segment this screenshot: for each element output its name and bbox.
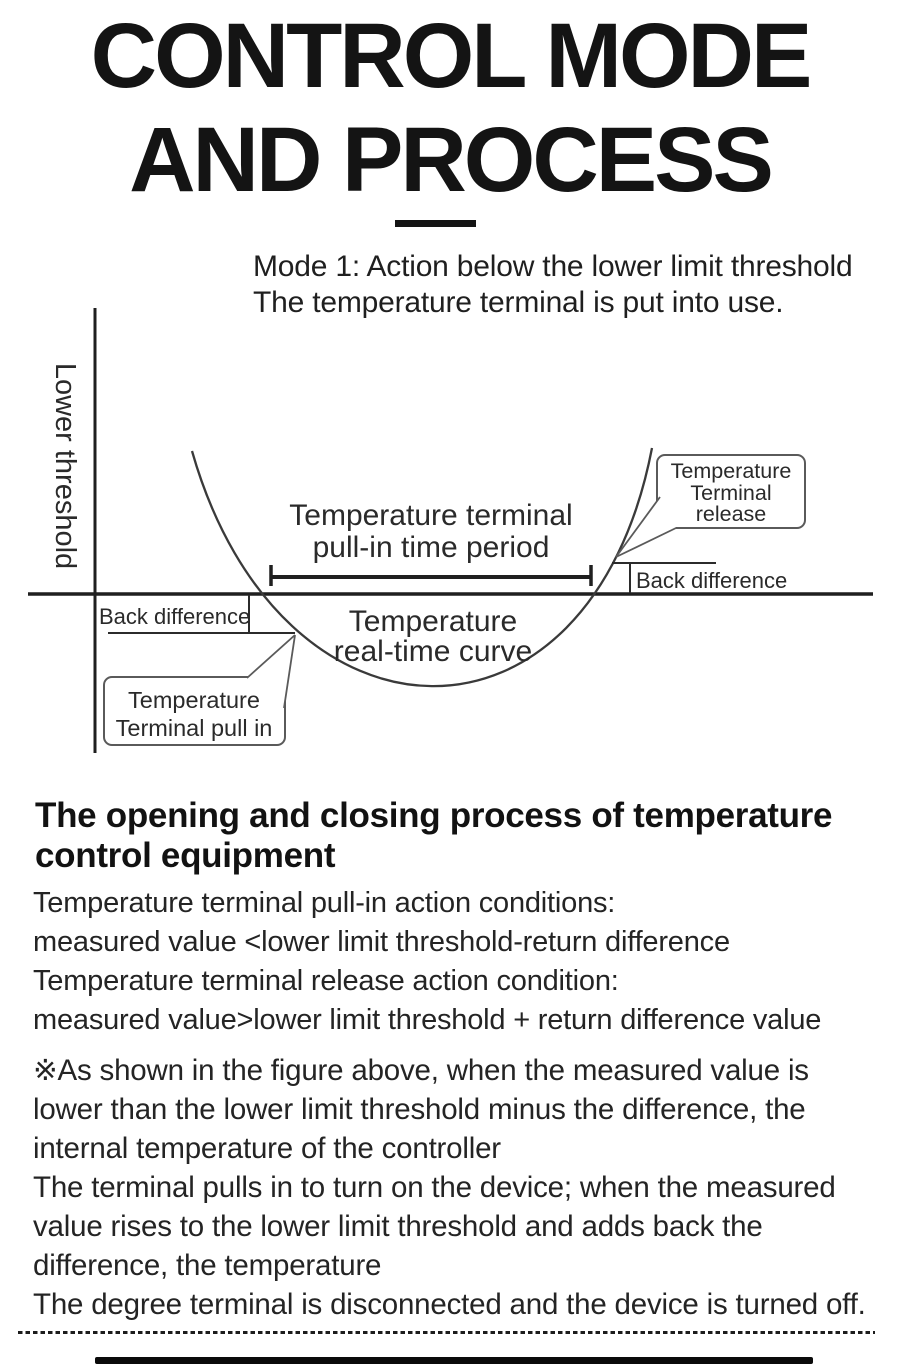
section-heading-line2: control equipment bbox=[35, 836, 336, 875]
condition-line: Temperature terminal release action condition: bbox=[33, 965, 619, 997]
pull-in-period-label-line1: Temperature terminal bbox=[289, 499, 573, 532]
section-heading bbox=[35, 796, 832, 876]
release-callout bbox=[616, 455, 805, 557]
note-line: internal temperature of the controller bbox=[33, 1132, 501, 1165]
condition-line: measured value>lower limit threshold + return difference value bbox=[33, 1004, 822, 1036]
note-line: difference, the temperature bbox=[33, 1249, 382, 1282]
title-underline bbox=[395, 220, 476, 227]
note-line: lower than the lower limit threshold minus the difference, the bbox=[33, 1093, 806, 1126]
page-title-line2: AND PROCESS bbox=[129, 109, 771, 211]
section-heading-line1: The opening and closing process of temperature bbox=[35, 796, 833, 835]
curve-label-line1: Temperature bbox=[348, 605, 518, 638]
pull-in-period-label-line2: pull-in time period bbox=[312, 531, 550, 564]
condition-line: Temperature terminal pull-in action conditions: bbox=[33, 887, 616, 919]
dashed-divider bbox=[18, 1331, 875, 1334]
release-callout-line3: release bbox=[695, 502, 767, 526]
temperature-control-diagram bbox=[0, 300, 900, 770]
note-line: The terminal pulls in to turn on the device; when the measured bbox=[33, 1171, 836, 1204]
bottom-bar bbox=[95, 1357, 813, 1364]
release-callout-line2: Terminal bbox=[690, 481, 772, 505]
page-title bbox=[0, 4, 900, 212]
back-difference-right-label: Back difference bbox=[636, 568, 788, 593]
y-axis-label: Lower threshold bbox=[49, 362, 81, 570]
conditions-paragraph bbox=[33, 884, 821, 1040]
mode-caption-line1: Mode 1: Action below the lower limit threshold bbox=[253, 250, 853, 283]
mode-caption-line2: The temperature terminal is put into use. bbox=[253, 286, 784, 319]
condition-line: measured value <lower limit threshold-return difference bbox=[33, 926, 730, 958]
note-line: The degree terminal is disconnected and the device is turned off. bbox=[33, 1288, 866, 1321]
release-callout-line1: Temperature bbox=[670, 459, 792, 483]
pull-in-callout-line2: Terminal pull in bbox=[115, 715, 273, 741]
note-paragraph bbox=[33, 1051, 866, 1324]
pull-in-callout bbox=[104, 635, 295, 745]
pull-in-callout-line1: Temperature bbox=[128, 687, 260, 713]
curve-label-line2: real-time curve bbox=[333, 635, 533, 668]
back-difference-left-label: Back difference bbox=[99, 604, 251, 629]
page-title-line1: CONTROL MODE bbox=[90, 5, 810, 107]
note-line: value rises to the lower limit threshold and adds back the bbox=[33, 1210, 763, 1243]
note-line: ※As shown in the figure above, when the measured value is bbox=[33, 1054, 809, 1087]
